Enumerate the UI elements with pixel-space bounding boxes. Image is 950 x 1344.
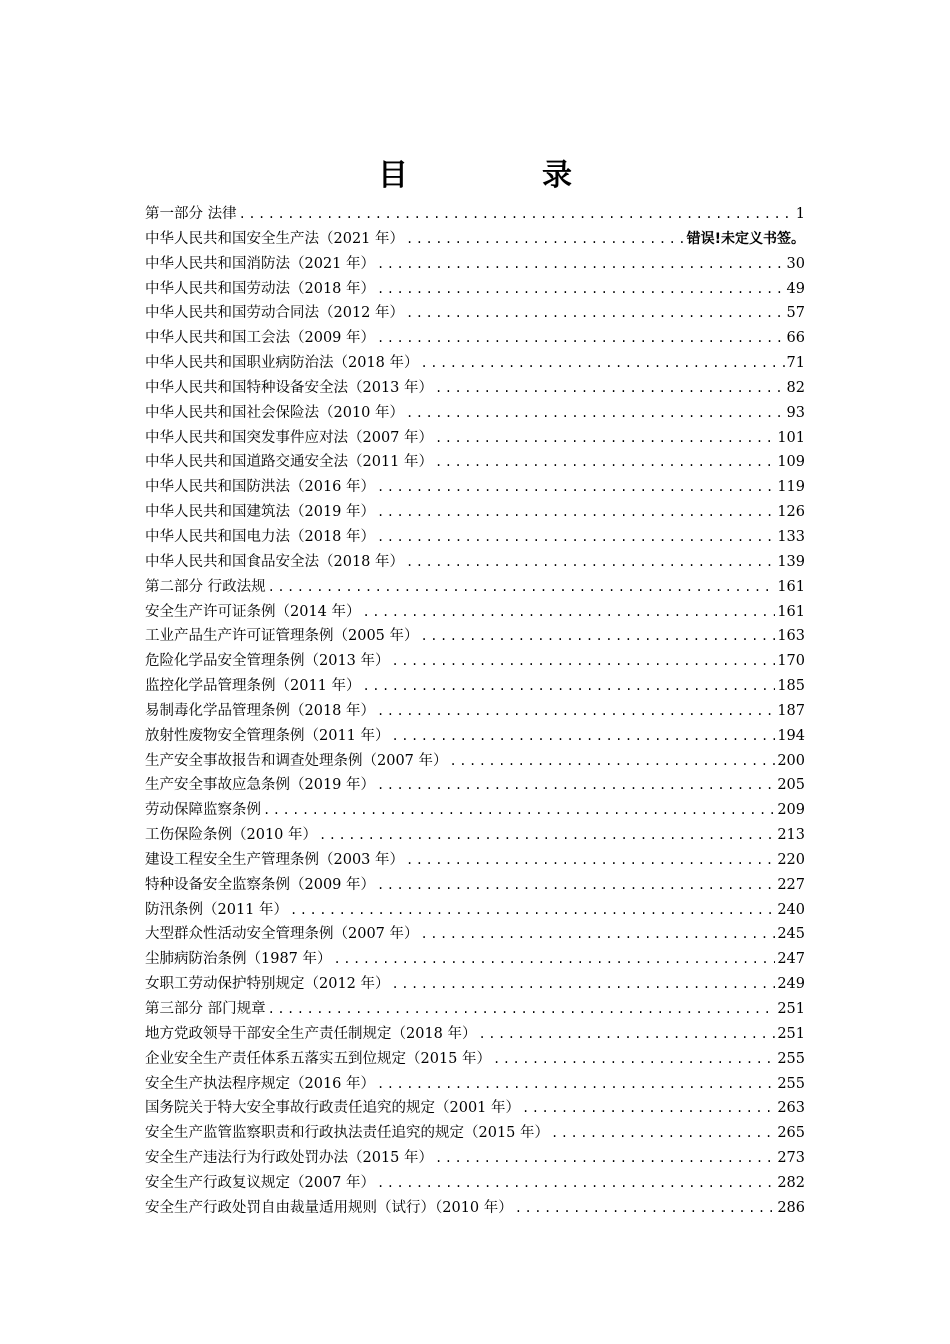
toc-entry[interactable] [145, 351, 805, 376]
toc-dot-leader [377, 525, 775, 550]
toc-entry-page: 265 [777, 1125, 805, 1142]
toc-dot-leader [377, 475, 775, 500]
toc-entry-title: 危险化学品安全管理条例（2013 年） [145, 653, 390, 670]
toc-entry[interactable] [145, 277, 805, 302]
toc-entry-title: 安全生产行政复议规定（2007 年） [145, 1174, 376, 1191]
toc-dot-leader [522, 1096, 775, 1121]
toc-dot-leader [479, 1022, 776, 1047]
toc-entry[interactable] [145, 674, 805, 699]
toc-entry-page: 66 [786, 330, 805, 347]
toc-entry-title: 安全生产许可证条例（2014 年） [145, 603, 361, 620]
toc-entry[interactable] [145, 600, 805, 625]
toc-entry-title: 中华人民共和国突发事件应对法（2007 年） [145, 429, 434, 446]
toc-entry[interactable] [145, 922, 805, 947]
toc-dot-leader [406, 227, 685, 252]
toc-entry-page: 109 [777, 454, 805, 471]
toc-entry[interactable] [145, 1121, 805, 1146]
toc-entry-title: 中华人民共和国劳动合同法（2012 年） [145, 305, 405, 322]
toc-entry-title: 中华人民共和国食品安全法（2018 年） [145, 553, 405, 570]
toc-entry-page: 249 [777, 976, 805, 993]
toc-dot-leader [239, 202, 794, 227]
toc-dot-leader [421, 624, 776, 649]
toc-entry[interactable] [145, 1146, 805, 1171]
toc-entry-page: 71 [786, 355, 805, 372]
toc-entry-title: 中华人民共和国社会保险法（2010 年） [145, 404, 405, 421]
toc-entry-page: 139 [777, 553, 805, 570]
toc-entry-page: 251 [777, 1001, 805, 1017]
toc-entry[interactable] [145, 699, 805, 724]
toc-entry[interactable] [145, 1196, 805, 1221]
toc-dot-leader [450, 749, 776, 774]
toc-entry-title: 中华人民共和国安全生产法（2021 年） [145, 230, 405, 247]
toc-entry-title: 安全生产行政处罚自由裁量适用规则（试行）（2010 年） [145, 1199, 513, 1216]
table-of-contents [145, 202, 805, 1221]
toc-entry-page: 245 [777, 926, 805, 943]
toc-dot-leader [435, 1146, 775, 1171]
toc-dot-leader [377, 873, 775, 898]
toc-entry-page: 170 [777, 653, 805, 670]
toc-entry[interactable] [145, 798, 805, 823]
toc-dot-leader [515, 1196, 776, 1221]
toc-dot-leader [377, 1072, 775, 1097]
toc-entry-page: 187 [777, 702, 805, 719]
toc-entry[interactable] [145, 848, 805, 873]
toc-entry-title: 中华人民共和国特种设备安全法（2013 年） [145, 379, 434, 396]
toc-dot-leader [421, 351, 785, 376]
toc-dot-leader [377, 699, 775, 724]
toc-entry-title: 工业产品生产许可证管理条例（2005 年） [145, 628, 419, 645]
toc-entry[interactable] [145, 450, 805, 475]
toc-entry-page: 247 [777, 951, 805, 968]
toc-entry-title: 中华人民共和国防洪法（2016 年） [145, 479, 376, 496]
toc-entry-title: 中华人民共和国消防法（2021 年） [145, 255, 376, 272]
toc-entry[interactable] [145, 401, 805, 426]
toc-entry-page: 209 [777, 802, 805, 819]
toc-dot-leader [377, 277, 785, 302]
toc-entry-title: 女职工劳动保护特别规定（2012 年） [145, 976, 390, 993]
toc-entry-page: 101 [777, 429, 805, 446]
toc-entry-page: 30 [786, 255, 805, 272]
toc-entry-title: 中华人民共和国工会法（2009 年） [145, 330, 376, 347]
toc-entry[interactable] [145, 426, 805, 451]
toc-dot-leader [406, 401, 785, 426]
toc-entry[interactable] [145, 1047, 805, 1072]
toc-entry[interactable] [145, 500, 805, 525]
toc-dot-leader [377, 252, 785, 277]
toc-entry-title: 企业安全生产责任体系五落实五到位规定（2015 年） [145, 1050, 492, 1067]
toc-entry-title: 中华人民共和国电力法（2018 年） [145, 528, 376, 545]
toc-entry[interactable] [145, 624, 805, 649]
toc-entry[interactable] [145, 1096, 805, 1121]
toc-entry-title: 大型群众性活动安全管理条例（2007 年） [145, 926, 419, 943]
toc-entry-page: 93 [786, 404, 805, 421]
toc-entry-page: 220 [777, 851, 805, 868]
toc-entry-title: 国务院关于特大安全事故行政责任追究的规定（2001 年） [145, 1100, 521, 1117]
toc-entry[interactable] [145, 749, 805, 774]
toc-entry-title: 建设工程安全生产管理条例（2003 年） [145, 851, 405, 868]
toc-dot-leader [290, 898, 775, 923]
toc-entry-title: 地方党政领导干部安全生产责任制规定（2018 年） [145, 1025, 477, 1042]
toc-entry-page: 205 [777, 777, 805, 794]
toc-entry[interactable] [145, 326, 805, 351]
toc-entry[interactable] [145, 227, 805, 252]
toc-entry-title: 监控化学品管理条例（2011 年） [145, 678, 361, 695]
toc-entry-title: 工伤保险条例（2010 年） [145, 827, 318, 844]
page-title: 目 录 [378, 158, 624, 193]
toc-entry-page: 286 [777, 1199, 805, 1216]
toc-entry[interactable] [145, 898, 805, 923]
toc-entry-page: 126 [777, 504, 805, 521]
toc-dot-leader [406, 848, 775, 873]
toc-dot-leader [377, 1171, 775, 1196]
toc-entry-page: 263 [777, 1100, 805, 1117]
toc-entry-title: 第三部分 部门规章 [145, 1001, 266, 1017]
toc-entry-page: 273 [777, 1150, 805, 1167]
toc-entry-page: 240 [777, 901, 805, 918]
toc-dot-leader [392, 972, 776, 997]
toc-dot-leader [406, 550, 775, 575]
toc-entry-title: 中华人民共和国道路交通安全法（2011 年） [145, 454, 434, 471]
toc-entry[interactable] [145, 873, 805, 898]
toc-entry-page: 282 [777, 1174, 805, 1191]
toc-dot-leader [263, 798, 775, 823]
toc-entry-page: 49 [786, 280, 805, 297]
toc-entry[interactable] [145, 376, 805, 401]
toc-entry-page: 163 [777, 628, 805, 645]
toc-entry-title: 特种设备安全监察条例（2009 年） [145, 876, 376, 893]
toc-dot-leader [268, 997, 776, 1022]
toc-entry-page: 194 [777, 727, 805, 744]
toc-entry[interactable] [145, 550, 805, 575]
toc-dot-leader [406, 301, 785, 326]
toc-dot-leader [363, 600, 776, 625]
toc-entry-title: 中华人民共和国职业病防治法（2018 年） [145, 355, 419, 372]
toc-entry-page: 185 [777, 678, 805, 695]
toc-entry-title: 安全生产违法行为行政处罚办法（2015 年） [145, 1150, 434, 1167]
toc-entry-page: 161 [777, 603, 805, 620]
toc-dot-leader [377, 773, 775, 798]
toc-entry-page: 227 [777, 876, 805, 893]
toc-dot-leader [392, 724, 776, 749]
toc-entry-title: 放射性废物安全管理条例（2011 年） [145, 727, 390, 744]
toc-entry-page: 119 [777, 479, 805, 496]
toc-entry[interactable] [145, 997, 805, 1022]
toc-dot-leader [421, 922, 776, 947]
toc-entry[interactable] [145, 202, 805, 227]
toc-entry[interactable] [145, 525, 805, 550]
toc-dot-leader [377, 326, 785, 351]
toc-entry-title: 生产安全事故应急条例（2019 年） [145, 777, 376, 794]
toc-entry-title: 中华人民共和国建筑法（2019 年） [145, 504, 376, 521]
toc-entry[interactable] [145, 475, 805, 500]
toc-entry-page: 255 [777, 1050, 805, 1067]
toc-entry-page: 255 [777, 1075, 805, 1092]
toc-dot-leader [435, 426, 775, 451]
toc-entry[interactable] [145, 773, 805, 798]
toc-entry-title: 生产安全事故报告和调查处理条例（2007 年） [145, 752, 448, 769]
toc-entry-title: 安全生产执法程序规定（2016 年） [145, 1075, 376, 1092]
toc-entry[interactable] [145, 252, 805, 277]
toc-entry-page: 200 [777, 752, 805, 769]
toc-entry-title: 尘肺病防治条例（1987 年） [145, 951, 332, 968]
toc-entry-page: 1 [795, 206, 805, 222]
toc-entry-title: 安全生产监管监察职责和行政执法责任追究的规定（2015 年） [145, 1125, 550, 1142]
toc-dot-leader [551, 1121, 775, 1146]
toc-entry-page: 213 [777, 827, 805, 844]
toc-dot-leader [268, 575, 776, 600]
toc-entry[interactable] [145, 301, 805, 326]
toc-entry-title: 第二部分 行政法规 [145, 578, 266, 595]
toc-dot-leader [334, 947, 776, 972]
toc-dot-leader [435, 450, 775, 475]
toc-entry[interactable] [145, 1022, 805, 1047]
toc-dot-leader [493, 1047, 775, 1072]
toc-entry-page: 161 [777, 578, 805, 595]
toc-entry-title: 中华人民共和国劳动法（2018 年） [145, 280, 376, 297]
toc-entry[interactable] [145, 1171, 805, 1196]
toc-entry-page: 错误!未定义书签。 [686, 230, 805, 247]
toc-entry-title: 易制毒化学品管理条例（2018 年） [145, 702, 376, 719]
toc-entry-title: 防汛条例（2011 年） [145, 901, 289, 918]
toc-entry[interactable] [145, 947, 805, 972]
toc-dot-leader [435, 376, 785, 401]
toc-entry[interactable] [145, 575, 805, 600]
toc-entry-title: 第一部分 法律 [145, 206, 237, 222]
toc-dot-leader [392, 649, 776, 674]
toc-entry[interactable] [145, 649, 805, 674]
toc-entry-title: 劳动保障监察条例 [145, 802, 261, 819]
toc-dot-leader [377, 500, 775, 525]
toc-entry-page: 82 [786, 379, 805, 396]
toc-entry-page: 57 [786, 305, 805, 322]
toc-dot-leader [363, 674, 776, 699]
toc-entry-page: 133 [777, 528, 805, 545]
toc-entry[interactable] [145, 1072, 805, 1097]
toc-entry-page: 251 [777, 1025, 805, 1042]
toc-entry[interactable] [145, 972, 805, 997]
toc-dot-leader [319, 823, 775, 848]
toc-entry[interactable] [145, 724, 805, 749]
toc-entry[interactable] [145, 823, 805, 848]
